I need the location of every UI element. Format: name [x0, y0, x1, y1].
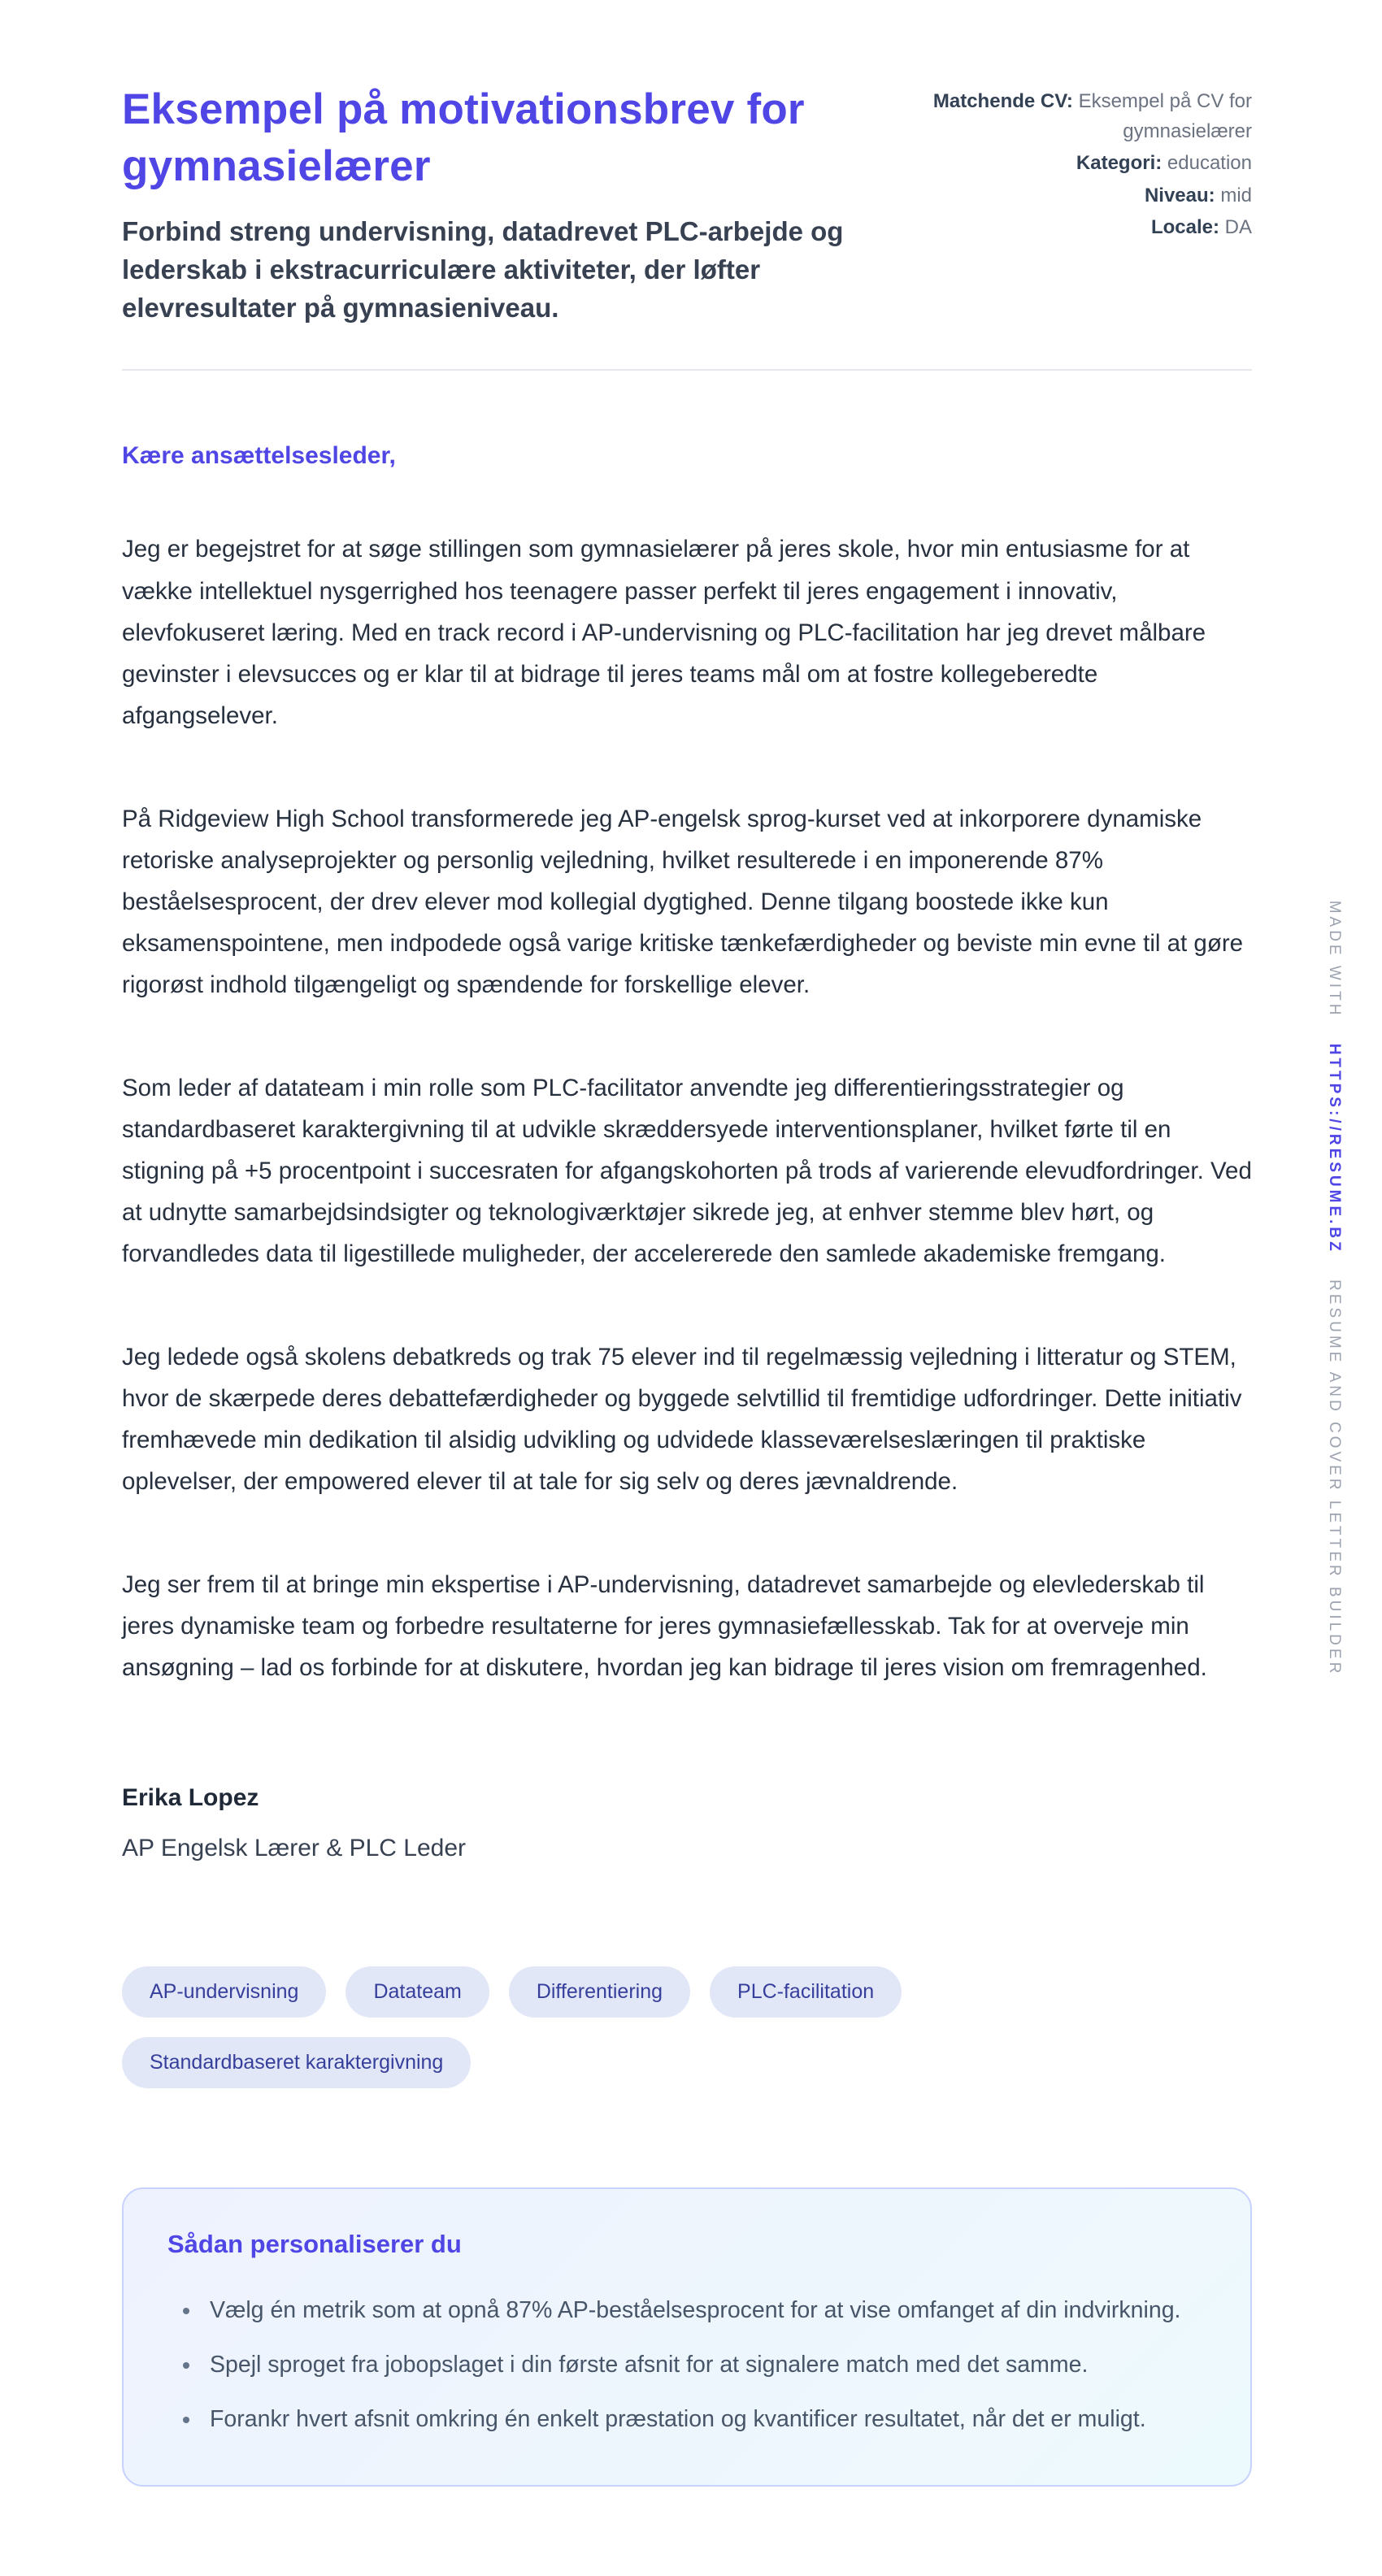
- tips-title: Sådan personaliserer du: [167, 2230, 462, 2259]
- meta-value: DA: [1224, 215, 1252, 238]
- title-block: [122, 81, 862, 327]
- meta-label: Matchende CV:: [932, 90, 1073, 112]
- meta-label: Kategori:: [1076, 152, 1163, 175]
- letter-paragraph: Jeg ser frem til at bringe min ekspertise i AP-undervisning, datadrevet samarbejde og elevlederskab til jeres dynamiske team og forbedre resultaterne for jeres gymnasiefællesskab. Tak for at overveje min ansøgning – lad os forbinde for at diskutere, hvordan jeg kan bidrage til jeres vision om fremragenhed.: [122, 1571, 1207, 1682]
- meta-label: Niveau:: [1144, 184, 1215, 206]
- watermark-prefix: MADE WITH: [1326, 900, 1343, 1019]
- page-header: [122, 81, 1252, 327]
- meta-label: Locale:: [1150, 215, 1219, 238]
- meta-block: [910, 81, 1252, 244]
- tag-differentiering[interactable]: Differentiering: [509, 1966, 690, 2018]
- page-subtitle: Forbind streng undervisning, datadrevet PLC-arbejde og lederskab i ekstracurriculære aktiviteter, der løfter elevresultater på gymnasieniveau.: [122, 215, 844, 323]
- signature-title: AP Engelsk Lærer & PLC Leder: [122, 1835, 467, 1862]
- meta-row-category: [910, 148, 1252, 178]
- meta-value: Eksempel på CV for gymnasielærer: [1078, 90, 1252, 143]
- letter-salutation: Kære ansættelsesleder,: [122, 442, 396, 470]
- tip-item: • Forankr hvert afsnit omkring én enkelt præstation og kvantificer resultatet, når det er muligt.: [202, 2399, 1206, 2440]
- meta-row-level: [910, 180, 1252, 211]
- tip-item: • Spejl sproget fra jobopslaget i din første afsnit for at signalere match med det samme.: [202, 2344, 1206, 2386]
- tag-ap-undervisning[interactable]: AP-undervisning: [122, 1966, 326, 2018]
- meta-row-matching-cv: [910, 86, 1252, 146]
- meta-value: mid: [1220, 184, 1252, 206]
- letter-paragraph: På Ridgeview High School transformerede jeg AP-engelsk sprog-kurset ved at inkorporere dynamiske retoriske analyseprojekter og personlig vejledning, hvilket resulterede i en imponerende 87% beståelsesprocent, der drev elever mod kollegial dygtighed. Denne tilgang boostede ikke kun eksamenspointene, men indpodede også varige kritiske tænkefærdigheder og beviste min evne til at gøre rigorøst indhold tilgængeligt og spændende for forskellige elever.: [122, 805, 1244, 998]
- page-title: Eksempel på motivationsbrev for gymnasielærer: [122, 85, 805, 190]
- signature-name: Erika Lopez: [122, 1784, 259, 1812]
- meta-row-locale: [910, 212, 1252, 242]
- letter-paragraph: Jeg ledede også skolens debatkreds og trak 75 elever ind til regelmæssig vejledning i litteratur og STEM, hvor de skærpede deres debattefærdigheder og byggede selvtillid til fremtidige udfordringer. Dette initiativ fremhævede min dedikation til alsidig udvikling og udvidede klasseværelseslæringen til praktiske oplevelser, der empowered elever til at tale for sig selv og deres jævnaldrende.: [122, 1343, 1242, 1496]
- tip-item: • Vælg én metrik som at opnå 87% AP-beståelsesprocent for at vise omfanget af din indvirkning.: [202, 2290, 1206, 2331]
- meta-value: education: [1167, 152, 1252, 175]
- watermark-link[interactable]: HTTPS://RESUME.BZ: [1326, 1043, 1343, 1254]
- watermark-suffix: RESUME AND COVER LETTER BUILDER: [1326, 1279, 1343, 1676]
- keyword-tags: [122, 1966, 1252, 2088]
- tag-plc-facilitation[interactable]: PLC-facilitation: [710, 1966, 902, 2018]
- personalization-tips-box: [122, 2187, 1252, 2487]
- letter-paragraph: Som leder af datateam i min rolle som PLC-facilitator anvendte jeg differentieringsstrategier og standardbaseret karaktergivning til at udvikle skræddersyede interventionsplaner, hvilket førte til en stigning på +5 procentpoint i succesraten for afgangskohorten på trods af varierende elevudfordringer. Ved at udnytte samarbejdsindsigter og teknologiværktøjer sikrede jeg, at enhver stemme blev hørt, og forvandledes data til ligestillede muligheder, der accelererede den samlede akademiske fremgang.: [122, 1074, 1252, 1267]
- header-divider: [122, 369, 1252, 371]
- made-with-watermark: [1325, 900, 1343, 1676]
- letter-paragraph: Jeg er begejstret for at søge stillingen som gymnasielærer på jeres skole, hvor min entusiasme for at vække intellektuel nysgerrighed hos teenagere passer perfekt til jeres engagement i innovativ, elevfokuseret læring. Med en track record i AP-undervisning og PLC-facilitation har jeg drevet målbare gevinster i elevsucces og er klar til at bidrage til jeres teams mål om at fostre kollegeberedte afgangselever.: [122, 536, 1206, 729]
- tag-standardbaseret-karaktergivning[interactable]: Standardbaseret karaktergivning: [122, 2037, 471, 2088]
- letter-body: [122, 442, 1252, 1862]
- tag-datateam[interactable]: Datateam: [346, 1966, 489, 2018]
- tips-list: [167, 2290, 1206, 2439]
